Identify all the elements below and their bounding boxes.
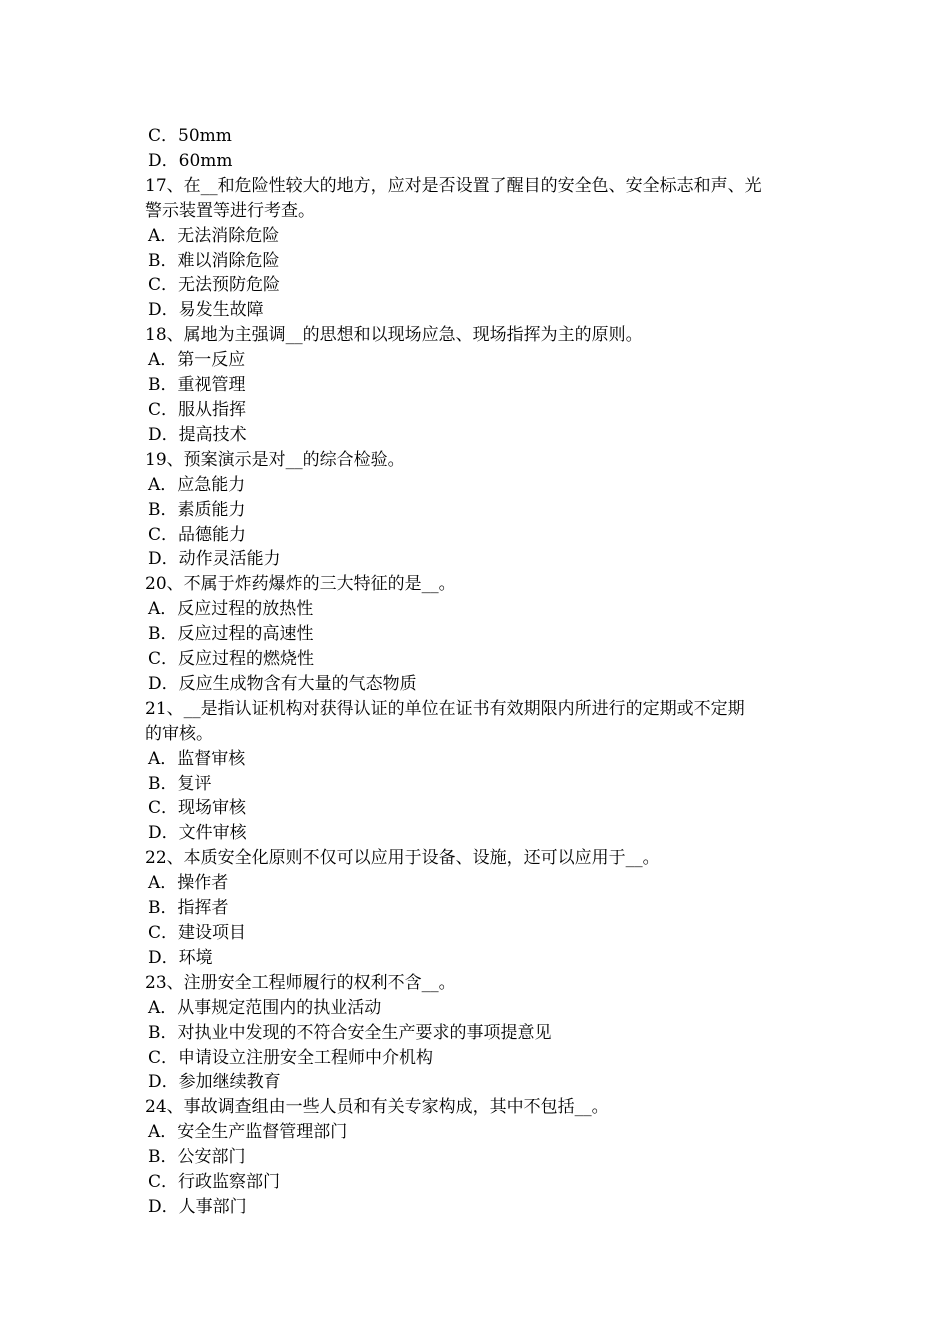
answer-option <box>145 523 815 548</box>
option-text: 公安部门 <box>177 1147 246 1168</box>
option-letter: A． <box>148 1122 178 1143</box>
question-text: 的审核。 <box>145 723 213 744</box>
question-text: 警示装置等进行考查。 <box>145 200 315 221</box>
option-letter: A． <box>148 350 178 371</box>
option-text: 参加继续教育 <box>178 1072 281 1093</box>
answer-option <box>145 298 815 323</box>
option-text: 反应过程的高速性 <box>177 624 314 645</box>
option-letter: A． <box>148 225 178 246</box>
option-text: 无法预防危险 <box>178 275 281 296</box>
question-text: 20、不属于炸药爆炸的三大特征的是__。 <box>145 574 456 595</box>
answer-option <box>145 398 815 423</box>
option-text: 复评 <box>177 773 212 794</box>
option-text: 易发生故障 <box>178 300 264 321</box>
option-letter: C． <box>148 649 179 670</box>
document-page <box>145 124 815 1220</box>
option-text: 素质能力 <box>177 499 246 520</box>
option-text: 指挥者 <box>177 898 229 919</box>
question-block <box>145 971 815 1096</box>
answer-option <box>145 1021 815 1046</box>
option-letter: B． <box>148 898 178 919</box>
question-text: 17、在__和危险性较大的地方，应对是否设置了醒目的安全色、安全标志和声、光 <box>145 175 762 196</box>
option-letter: C． <box>148 275 179 296</box>
option-text: 对执业中发现的不符合安全生产要求的事项提意见 <box>177 1022 552 1043</box>
option-text: 建设项目 <box>178 923 247 943</box>
question-block <box>145 1095 815 1220</box>
option-letter: A． <box>148 997 178 1018</box>
option-letter: B． <box>148 624 178 645</box>
question-text: 18、属地为主强调__的思想和以现场应急、现场指挥为主的原则。 <box>145 325 643 346</box>
answer-option <box>145 348 815 373</box>
option-letter: D． <box>148 1196 179 1217</box>
answer-option <box>145 597 815 622</box>
question-text: 19、预案演示是对__的综合检验。 <box>145 449 405 470</box>
answer-option <box>145 821 815 846</box>
answer-option <box>145 124 815 149</box>
option-letter: D． <box>148 823 179 844</box>
option-letter: C． <box>148 798 179 819</box>
question-text: 22、本质安全化原则不仅可以应用于设备、设施，还可以应用于__。 <box>145 848 660 869</box>
option-letter: D． <box>148 1072 179 1093</box>
answer-option <box>145 672 815 697</box>
answer-option <box>145 1046 815 1071</box>
option-letter: A． <box>148 748 178 769</box>
answer-option <box>145 647 815 672</box>
option-letter: A． <box>148 474 178 495</box>
answer-option <box>145 796 815 821</box>
option-text: 反应过程的燃烧性 <box>178 649 315 670</box>
question-text: 24、事故调查组由一些人员和有关专家构成，其中不包括__。 <box>145 1097 609 1118</box>
option-text: 应急能力 <box>177 474 246 495</box>
option-text: 服从指挥 <box>178 399 247 420</box>
option-text: 难以消除危险 <box>177 250 280 271</box>
answer-option <box>145 871 815 896</box>
answer-option <box>145 547 815 572</box>
question-text: 23、注册安全工程师履行的权利不含__。 <box>145 972 456 993</box>
answer-option <box>145 1120 815 1145</box>
option-text: 反应生成物含有大量的气态物质 <box>178 673 417 694</box>
question-block <box>145 572 815 697</box>
answer-option <box>145 921 815 946</box>
option-letter: C． <box>148 524 179 545</box>
question-block <box>145 174 815 323</box>
option-text: 现场审核 <box>178 798 247 819</box>
option-text: 文件审核 <box>178 823 247 844</box>
question-text: 21、__是指认证机构对获得认证的单位在证书有效期限内所进行的定期或不定期 <box>145 698 745 719</box>
option-text: 反应过程的放热性 <box>177 599 314 620</box>
option-text: 重视管理 <box>177 375 246 396</box>
answer-option <box>145 772 815 797</box>
answer-option <box>145 249 815 274</box>
option-letter: D． <box>148 947 179 968</box>
answer-option <box>145 273 815 298</box>
answer-option <box>145 423 815 448</box>
option-letter: A． <box>148 599 178 620</box>
answer-option <box>145 1070 815 1095</box>
option-letter: C． <box>148 399 179 420</box>
option-text: 60mm <box>178 150 233 171</box>
option-text: 50mm <box>178 126 232 146</box>
answer-option <box>145 1145 815 1170</box>
option-letter: B． <box>148 499 178 520</box>
option-text: 人事部门 <box>178 1196 247 1217</box>
answer-option <box>145 896 815 921</box>
option-text: 品德能力 <box>178 524 247 545</box>
option-text: 从事规定范围内的执业活动 <box>177 997 382 1018</box>
option-letter: D． <box>148 424 179 445</box>
option-text: 操作者 <box>177 873 229 894</box>
option-text: 环境 <box>178 947 213 968</box>
answer-option <box>145 224 815 249</box>
option-text: 安全生产监督管理部门 <box>177 1122 348 1143</box>
option-text: 提高技术 <box>178 424 247 445</box>
option-letter: B． <box>148 773 178 794</box>
option-letter: C． <box>148 923 179 943</box>
answer-option <box>145 747 815 772</box>
option-text: 行政监察部门 <box>178 1172 281 1193</box>
option-text: 第一反应 <box>177 350 246 371</box>
option-letter: D． <box>148 549 179 570</box>
answer-option <box>145 149 815 174</box>
option-letter: D． <box>148 673 179 694</box>
option-letter: C． <box>148 1172 179 1193</box>
answer-option <box>145 473 815 498</box>
answer-option <box>145 946 815 971</box>
option-letter: C． <box>148 126 179 146</box>
answer-option <box>145 498 815 523</box>
option-letter: B． <box>148 250 178 271</box>
option-text: 申请设立注册安全工程师中介机构 <box>178 1047 434 1068</box>
option-letter: A． <box>148 873 178 894</box>
option-letter: C． <box>148 1047 179 1068</box>
option-letter: B． <box>148 1022 178 1043</box>
option-letter: B． <box>148 375 178 396</box>
option-letter: D． <box>148 150 179 171</box>
option-letter: B． <box>148 1147 178 1168</box>
option-letter: D． <box>148 300 179 321</box>
answer-option <box>145 622 815 647</box>
question-block <box>145 697 815 846</box>
option-text: 动作灵活能力 <box>178 549 281 570</box>
question-block <box>145 448 815 573</box>
answer-option <box>145 1170 815 1195</box>
option-text: 监督审核 <box>177 748 246 769</box>
option-text: 无法消除危险 <box>177 225 280 246</box>
answer-option <box>145 373 815 398</box>
question-block <box>145 323 815 448</box>
question-block <box>145 846 815 971</box>
answer-option <box>145 996 815 1021</box>
answer-option <box>145 1195 815 1220</box>
